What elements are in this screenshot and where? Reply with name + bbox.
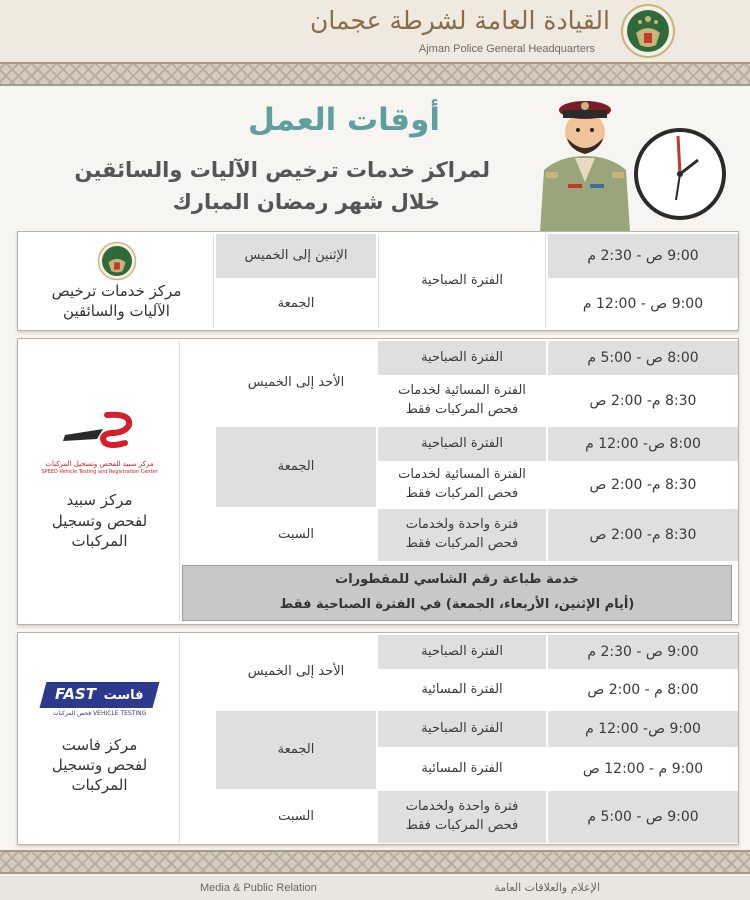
center2-days-3: السبت bbox=[216, 509, 376, 561]
center2-period-5-l2: فحص المركبات فقط bbox=[405, 536, 519, 551]
center2-period-2 bbox=[378, 377, 546, 425]
police-officer-illustration bbox=[530, 92, 640, 232]
center3-period-5-l1: فترة واحدة ولخدمات bbox=[405, 799, 519, 815]
center2-time-2: 8:30 م- 2:00 ص bbox=[548, 377, 738, 425]
center2-time-4: 8:30 م- 2:00 ص bbox=[548, 463, 738, 507]
center2-days-2: الجمعة bbox=[216, 427, 376, 507]
center3-name-cell bbox=[20, 635, 180, 843]
center3-period-3: الفترة الصباحية bbox=[378, 711, 546, 747]
center1-days-1: الإثنين إلى الخميس bbox=[216, 234, 376, 278]
center1-table bbox=[17, 231, 739, 331]
center2-period-5 bbox=[378, 509, 546, 561]
fast-logo-icon bbox=[40, 682, 160, 708]
center2-time-1: 8:00 ص - 5:00 م bbox=[548, 341, 738, 375]
center2-time-5: 8:30 م- 2:00 ص bbox=[548, 509, 738, 561]
poster-title: أوقات العمل bbox=[248, 102, 440, 138]
center2-name-line3: المركبات bbox=[71, 531, 128, 550]
center2-period-4-l2: فحص المركبات فقط bbox=[405, 486, 519, 501]
center1-days-2: الجمعة bbox=[216, 280, 376, 328]
police-emblem-icon bbox=[620, 3, 676, 59]
center3-name-line1: مركز فاست bbox=[61, 735, 138, 754]
center3-period-2: الفترة المسائية bbox=[378, 671, 546, 709]
center3-time-2: 8:00 م - 2:00 ص bbox=[548, 671, 738, 709]
fast-logo-ar: فاست bbox=[103, 688, 144, 704]
speed-logo-text-en: SPEED Vehicle Testing and Registration Center bbox=[41, 469, 158, 476]
police-emblem-icon bbox=[97, 241, 137, 281]
center3-name-line3: المركبات bbox=[71, 776, 128, 795]
center1-name-line2: الآليات والسائقين bbox=[63, 302, 170, 320]
center3-time-1: 9:00 ص - 2:30 م bbox=[548, 635, 738, 669]
center1-name-cell bbox=[20, 234, 214, 328]
chassis-print-notice bbox=[182, 565, 732, 621]
speed-logo-icon bbox=[55, 411, 145, 457]
center2-time-3: 8:00 ص- 12:00 م bbox=[548, 427, 738, 461]
center2-table bbox=[17, 338, 739, 625]
center2-period-3 bbox=[378, 427, 546, 461]
page-header bbox=[0, 0, 750, 62]
center2-name-cell bbox=[20, 341, 180, 621]
decorative-band-bottom bbox=[0, 850, 750, 874]
center2-days-1: الأحد إلى الخميس bbox=[216, 341, 376, 425]
center3-period-4: الفترة المسائية bbox=[378, 749, 546, 789]
center3-period-1: الفترة الصباحية bbox=[378, 635, 546, 669]
clock-icon bbox=[632, 126, 728, 222]
center1-time-1: 9:00 ص - 2:30 م bbox=[548, 234, 738, 278]
header-title-ar: القيادة العامة لشرطة عجمان bbox=[310, 6, 610, 35]
center2-name-line1: مركز سبيد bbox=[66, 491, 133, 510]
center2-period-4 bbox=[378, 463, 546, 507]
notice-line1: خدمة طباعة رقم الشاسي للمقطورات bbox=[335, 572, 579, 588]
poster-subtitle-1: لمراكز خدمات ترخيص الآليات والسائقين bbox=[74, 158, 490, 182]
center3-time-5: 9:00 ص - 5:00 م bbox=[548, 791, 738, 843]
center3-days-1: الأحد إلى الخميس bbox=[216, 635, 376, 709]
notice-line2: (أيام الإثنين، الأربعاء، الجمعة) في الفترة الصباحية فقط bbox=[279, 597, 635, 612]
speed-logo-text: مركز سبيد للفحص وتسجيل المركبات bbox=[45, 459, 154, 468]
center2-name-line2: لفحص وتسجيل bbox=[51, 511, 148, 530]
fast-logo-sub: VEHICLE TESTING فحص المركبات bbox=[52, 710, 147, 718]
center2-period-1 bbox=[378, 341, 546, 375]
center3-name-line2: لفحص وتسجيل bbox=[51, 756, 148, 775]
center3-days-2: الجمعة bbox=[216, 711, 376, 789]
fast-logo-en: FAST bbox=[54, 685, 96, 704]
center3-time-3: 9:00 ص- 12:00 م bbox=[548, 711, 738, 747]
center1-period: الفترة الصباحية bbox=[378, 234, 546, 328]
center2-period-4-l1: الفترة المسائية لخدمات bbox=[398, 467, 526, 483]
center3-table bbox=[17, 632, 739, 845]
center1-name-line1: مركز خدمات ترخيص bbox=[51, 281, 182, 300]
center2-period-3-text: الفترة الصباحية bbox=[421, 435, 503, 451]
center1-time-2: 9:00 ص - 12:00 م bbox=[548, 280, 738, 328]
poster-subtitle-2: خلال شهر رمضان المبارك bbox=[172, 190, 440, 214]
center2-period-2-l1: الفترة المسائية لخدمات bbox=[398, 383, 526, 399]
header-title-en: Ajman Police General Headquarters bbox=[418, 43, 595, 55]
center2-period-2-l2: فحص المركبات فقط bbox=[405, 402, 519, 417]
center3-days-3: السبت bbox=[216, 791, 376, 843]
center2-period-1-text: الفترة الصباحية bbox=[421, 349, 503, 365]
center3-period-5-l2: فحص المركبات فقط bbox=[405, 818, 519, 833]
decorative-band-top bbox=[0, 62, 750, 86]
footer-ar: الإعلام والعلاقات العامة bbox=[494, 881, 600, 894]
center2-period-5-l1: فترة واحدة ولخدمات bbox=[405, 517, 519, 533]
center3-period-5 bbox=[378, 791, 546, 843]
center3-time-4: 9:00 م - 12:00 ص bbox=[548, 749, 738, 789]
page-footer bbox=[0, 876, 750, 900]
footer-en: Media & Public Relation bbox=[200, 882, 317, 894]
